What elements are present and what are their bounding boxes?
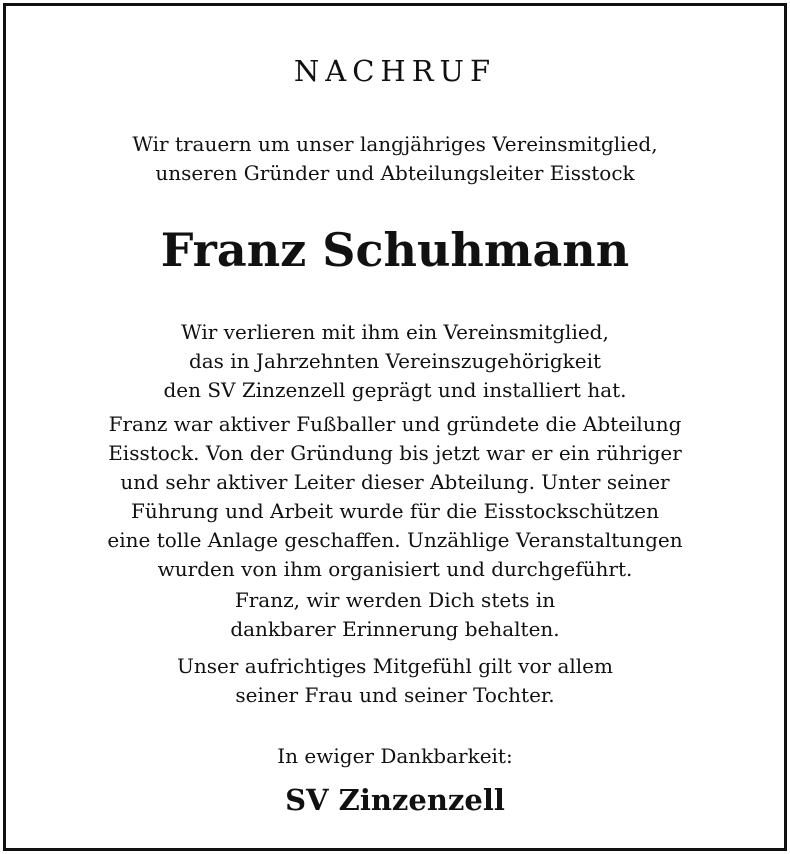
tribute-paragraph-1 [6, 318, 784, 405]
closing-line: In ewiger Dankbarkeit: [277, 744, 513, 768]
notice-heading: NACHRUF [293, 54, 497, 88]
paragraph-line: Führung und Arbeit wurde für die Eisstockschützen [130, 499, 660, 523]
intro-line: Wir trauern um unser langjähriges Vereinsmitglied, [132, 132, 658, 156]
paragraph-line: eine tolle Anlage geschaffen. Unzählige Veranstaltungen [107, 528, 683, 552]
paragraph-line: Franz war aktiver Fußballer und gründete die Abteilung [108, 412, 682, 436]
intro-paragraph [6, 130, 784, 188]
paragraph-line: dankbarer Erinnerung behalten. [230, 617, 560, 641]
paragraph-line: Franz, wir werden Dich stets in [234, 588, 556, 612]
deceased-name: Franz Schuhmann [160, 223, 630, 277]
obituary-notice [3, 3, 787, 851]
paragraph-line: das in Jahrzehnten Vereinszugehörigkeit [188, 349, 602, 373]
paragraph-line: wurden von ihm organisiert und durchgeführt. [157, 557, 633, 581]
condolence-paragraph [6, 652, 784, 710]
paragraph-line: Eisstock. Von der Gründung bis jetzt war er ein rühriger [108, 441, 682, 465]
paragraph-line: den SV Zinzenzell geprägt und installiert hat. [163, 378, 627, 402]
paragraph-line: Wir verlieren mit ihm ein Vereinsmitglied, [181, 320, 609, 344]
paragraph-line: seiner Frau und seiner Tochter. [235, 683, 555, 707]
paragraph-line: und sehr aktiver Leiter dieser Abteilung. Unter seiner [120, 470, 670, 494]
intro-line: unseren Gründer und Abteilungsleiter Eisstock [155, 161, 635, 185]
tribute-paragraph-2 [6, 410, 784, 584]
tribute-paragraph-3 [6, 586, 784, 644]
signatory-club: SV Zinzenzell [285, 783, 505, 817]
paragraph-line: Unser aufrichtiges Mitgefühl gilt vor allem [177, 654, 613, 678]
